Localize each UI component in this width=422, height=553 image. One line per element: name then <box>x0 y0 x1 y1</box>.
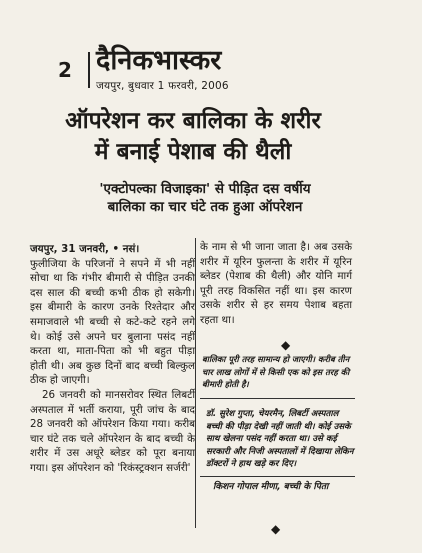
masthead <box>96 40 396 93</box>
pull-quote-doctor: बालिका पूरी तरह सामान्य हो जाएगी। करीब तीन चार लाख लोगों में से किसी एक को इस तरह की बीमारी होती है। <box>202 354 350 390</box>
article-paragraph: फुलीजिया के परिजनों ने सपने में भी नहीं सोचा था कि गंभीर बीमारी से पीड़ित उनकी दस साल की बच्ची कभी ठीक हो सकेगी। इस बीमारी के कारण उनके रिश्तेदार और समाजवाले भी बच्ची से कटे-कटे रहने लगे थे। कोई उसे अपने घर बुलाना पसंद नहीं करता था, माता-पिता को भी बहुत पीड़ा होती थी। अब कुछ दिनों बाद बच्ची बिल्कुल ठीक हो जाएगी। <box>30 257 195 387</box>
quote-divider-top <box>200 398 355 399</box>
bullet-icon: ◆ <box>281 338 291 352</box>
quote-attribution: किशन गोपाल मीणा, बच्ची के पिता <box>213 482 329 492</box>
subhead-line-2: बालिका का चार घंटे तक हुआ ऑपरेशन <box>107 199 303 215</box>
headline-line-2: में बनाई पेशाब की थैली <box>94 139 292 165</box>
article-column-1 <box>30 242 195 476</box>
page-number: 2 <box>58 58 72 82</box>
newspaper-logo: दैनिकभास्कर <box>96 45 222 76</box>
subhead-line-1: 'एक्टोपल्का विजाइका' से पीड़ित दस वर्षीय <box>99 181 311 197</box>
dateline: जयपुर, बुधवार 1 फरवरी, 2006 <box>96 80 229 92</box>
article-dateline: जयपुर, 31 जनवरी, • नसं। <box>30 243 140 255</box>
subheadline <box>40 180 370 216</box>
article-paragraph: 26 जनवरी को मानसरोवर स्थित लिबर्टी अस्पताल में भर्ती कराया, पूरी जांच के बाद 28 जनवरी को ऑपरेशन किया गया। करीब चार घंटे तक चले ऑपरेशन के बाद बच्ची के शरीर में उस अधूरे ब्लेडर को पूरा बनाया गया। इस ऑपरेशन को 'रिकंस्ट्रक्शन सर्जरी' <box>30 388 195 474</box>
article-paragraph: के नाम से भी जाना जाता है। अब उसके शरीर में यूरिन फुलन्ता के शरीर में यूरिन ब्लेडर (पेशाब की थैली) और योनि मार्ग पूरी तरह विकसित नहीं था। इस कारण उसके शरीर से हर समय पेशाब बहता रहता था। <box>200 241 352 326</box>
masthead-divider <box>88 52 90 88</box>
article-column-2 <box>200 240 352 328</box>
quote-block: डॉ. सुरेश गुप्ता, चेयरमैन, लिबर्टी अस्पताल बच्ची की पीड़ा देखी नहीं जाती थी। कोई उसके साथ खेलना पसंद नहीं करता था। उसे कई सरकारी और निजी अस्पतालों में दिखाया लेकिन डॉक्टरों ने हाथ खड़े कर दिए। <box>206 409 354 470</box>
quote-divider-bottom <box>200 476 355 477</box>
bullet-icon: ◆ <box>271 522 281 536</box>
column-divider <box>195 238 196 528</box>
headline <box>28 106 358 168</box>
headline-line-1: ऑपरेशन कर बालिका के शरीर <box>65 108 321 134</box>
